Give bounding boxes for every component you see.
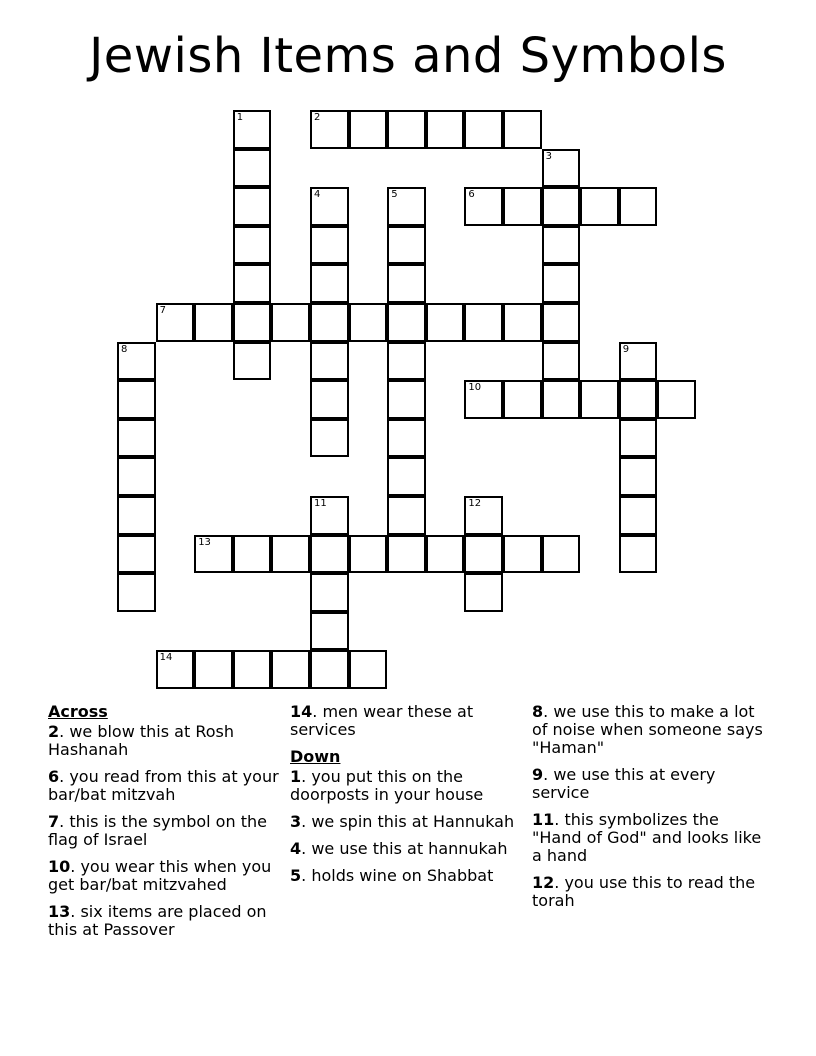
clues-column-1 (48, 703, 288, 948)
crossword-cell[interactable] (387, 457, 426, 496)
crossword-cell[interactable] (542, 380, 581, 419)
crossword-cell[interactable] (542, 187, 581, 226)
crossword-cell[interactable] (503, 187, 542, 226)
crossword-cell[interactable] (619, 342, 658, 381)
crossword-cell[interactable] (310, 226, 349, 265)
down-heading: Down (290, 747, 341, 766)
clue-number: 12 (468, 498, 482, 509)
clue-number: 11 (314, 498, 327, 509)
clue-number: 6 (468, 189, 475, 201)
crossword-cell[interactable] (310, 342, 349, 381)
crossword-cell[interactable] (464, 380, 503, 419)
crossword-cell[interactable] (503, 303, 542, 342)
clue-number: 10 (468, 382, 482, 394)
crossword-cell[interactable] (387, 264, 426, 303)
crossword-cell[interactable] (310, 496, 349, 535)
clue-number: 3 (545, 150, 552, 162)
clue-across-6: 6. you read from this at your bar/bat mitzvah (48, 767, 279, 804)
clue-number: 4 (314, 189, 321, 201)
puzzle-title: Jewish Items and Symbols (89, 28, 727, 84)
crossword-cell[interactable] (117, 573, 156, 612)
crossword-cell[interactable] (310, 110, 349, 149)
crossword-cell[interactable] (233, 264, 272, 303)
crossword-cell[interactable] (503, 380, 542, 419)
crossword-cell[interactable] (426, 535, 465, 574)
crossword-cell[interactable] (310, 419, 349, 458)
crossword-cell[interactable] (194, 650, 233, 689)
crossword-cell[interactable] (349, 303, 388, 342)
crossword-cell[interactable] (233, 149, 272, 188)
crossword-cell[interactable] (426, 110, 465, 149)
crossword-cell[interactable] (542, 149, 581, 188)
clues-column-3 (532, 703, 772, 919)
clue-down-8: 8. we use this to make a lot of noise when someone says "Haman" (532, 702, 763, 757)
crossword-cell[interactable] (233, 110, 272, 149)
clue-down-12: 12. you use this to read the torah (532, 873, 756, 910)
crossword-cell[interactable] (156, 303, 195, 342)
crossword-cell[interactable] (117, 419, 156, 458)
crossword-cell[interactable] (233, 535, 272, 574)
crossword-cell[interactable] (619, 419, 658, 458)
crossword-cell[interactable] (542, 303, 581, 342)
crossword-cell[interactable] (503, 535, 542, 574)
crossword-cell[interactable] (271, 535, 310, 574)
clue-down-9: 9. we use this at every service (532, 765, 716, 802)
clue-down-4: 4. we use this at hannukah (290, 839, 508, 858)
crossword-cell[interactable] (542, 264, 581, 303)
crossword-cell[interactable] (387, 535, 426, 574)
crossword-cell[interactable] (310, 650, 349, 689)
crossword-cell[interactable] (542, 226, 581, 265)
crossword-cell[interactable] (310, 264, 349, 303)
clue-number: 14 (159, 652, 173, 664)
crossword-cell[interactable] (271, 303, 310, 342)
crossword-cell[interactable] (233, 226, 272, 265)
crossword-cell[interactable] (464, 496, 503, 535)
crossword-cell[interactable] (619, 535, 658, 574)
crossword-cell[interactable] (387, 226, 426, 265)
crossword-cell[interactable] (233, 303, 272, 342)
crossword-cell[interactable] (271, 650, 310, 689)
crossword-cell[interactable] (117, 535, 156, 574)
crossword-cell[interactable] (464, 535, 503, 574)
crossword-cell[interactable] (233, 342, 272, 381)
clue-number: 7 (159, 305, 166, 316)
crossword-cell[interactable] (117, 342, 156, 381)
crossword-cell[interactable] (349, 650, 388, 689)
crossword-cell[interactable] (619, 380, 658, 419)
crossword-cell[interactable] (310, 535, 349, 574)
crossword-cell[interactable] (580, 380, 619, 419)
clue-down-3: 3. we spin this at Hannukah (290, 812, 515, 831)
crossword-cell[interactable] (117, 496, 156, 535)
crossword-cell[interactable] (464, 110, 503, 149)
crossword-cell[interactable] (619, 496, 658, 535)
crossword-cell[interactable] (233, 187, 272, 226)
crossword-cell[interactable] (619, 457, 658, 496)
clue-down-5: 5. holds wine on Shabbat (290, 866, 494, 885)
clue-down-11: 11. this symbolizes the "Hand of God" and looks like a hand (532, 810, 762, 865)
crossword-cell[interactable] (387, 110, 426, 149)
clue-down-1: 1. you put this on the doorposts in your house (290, 767, 484, 804)
across-heading: Across (48, 702, 108, 721)
crossword-cell[interactable] (194, 303, 233, 342)
crossword-cell[interactable] (387, 187, 426, 226)
crossword-cell[interactable] (194, 535, 233, 574)
crossword-cell[interactable] (464, 303, 503, 342)
crossword-cell[interactable] (387, 496, 426, 535)
clue-number: 8 (121, 343, 128, 355)
crossword-cell[interactable] (349, 535, 388, 574)
clue-across-14: 14. men wear these at services (290, 702, 474, 739)
crossword-cell[interactable] (117, 380, 156, 419)
crossword-cell[interactable] (387, 342, 426, 381)
crossword-cell[interactable] (580, 187, 619, 226)
crossword-cell[interactable] (310, 573, 349, 612)
clue-number: 13 (198, 536, 211, 548)
crossword-cell[interactable] (156, 650, 195, 689)
crossword-cell[interactable] (464, 187, 503, 226)
clue-number: 2 (314, 112, 321, 123)
crossword-cell[interactable] (387, 419, 426, 458)
crossword-cell[interactable] (310, 380, 349, 419)
clue-across-2: 2. we blow this at Rosh Hashanah (48, 722, 234, 759)
crossword-cell[interactable] (117, 457, 156, 496)
clue-across-10: 10. you wear this when you get bar/bat mitzvahed (48, 857, 272, 894)
clue-number: 9 (622, 343, 630, 355)
clues-column-2 (290, 703, 530, 894)
crossword-cell[interactable] (387, 303, 426, 342)
clue-number: 5 (391, 189, 398, 201)
crossword-cell[interactable] (542, 535, 581, 574)
crossword-cell[interactable] (657, 380, 696, 419)
crossword-cell[interactable] (426, 303, 465, 342)
crossword-cell[interactable] (310, 612, 349, 651)
crossword-cell[interactable] (349, 110, 388, 149)
crossword-cell[interactable] (619, 187, 658, 226)
crossword-cell[interactable] (310, 187, 349, 226)
clue-across-13: 13. six items are placed on this at Passover (48, 902, 267, 939)
crossword-cell[interactable] (310, 303, 349, 342)
clue-across-7: 7. this is the symbol on the flag of Israel (48, 812, 267, 849)
crossword-cell[interactable] (542, 342, 581, 381)
crossword-cell[interactable] (233, 650, 272, 689)
crossword-cell[interactable] (464, 573, 503, 612)
crossword-cell[interactable] (387, 380, 426, 419)
clue-number: 1 (236, 112, 244, 123)
crossword-cell[interactable] (503, 110, 542, 149)
